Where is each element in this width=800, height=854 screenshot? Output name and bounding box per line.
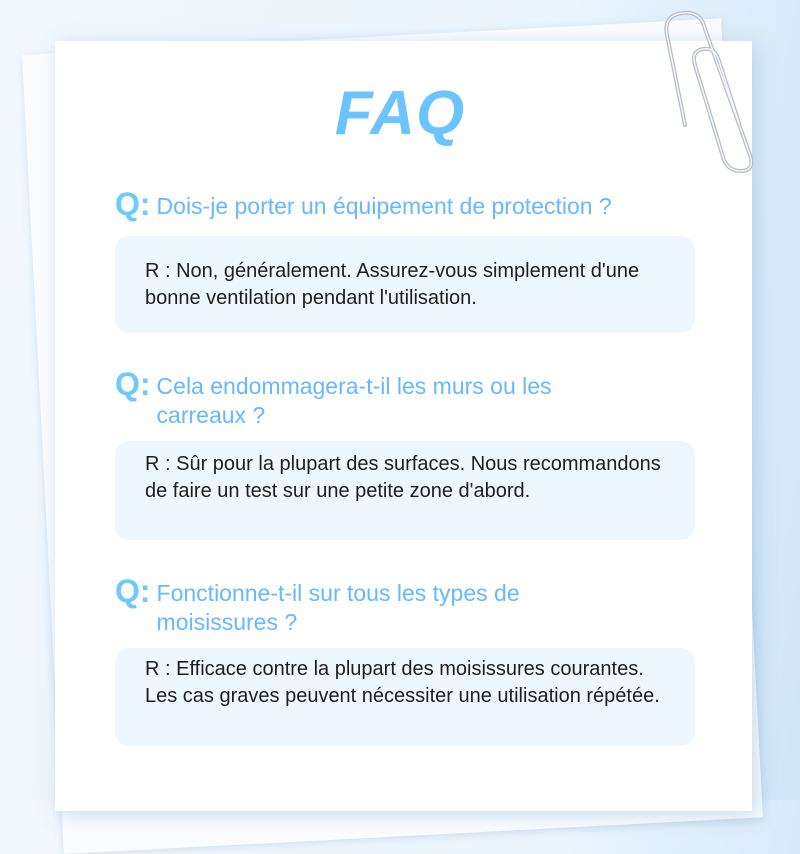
answer-text: R : Non, généralement. Assurez-vous simplement d'une bonne ventilation pendant l'utilisation. [145, 260, 640, 309]
question-text: Dois-je porter un équipement de protection ? [156, 193, 612, 219]
faq-question-1 [115, 186, 707, 222]
answer-text: R : Sûr pour la plupart des surfaces. Nous recommandons de faire un test sur une petite zone d'abord. [145, 453, 661, 502]
page-title: FAQ [334, 79, 466, 148]
answer-text: R : Efficace contre la plupart des moisissures courantes. Les cas graves peuvent nécessiter une utilisation répétée. [145, 658, 660, 707]
question-text: Fonctionne-t-il sur tous les types de moisissures ? [156, 580, 520, 635]
faq-question-2 [115, 366, 607, 430]
q-mark: Q: [115, 573, 151, 609]
q-mark: Q: [115, 186, 151, 222]
faq-question-3 [115, 573, 577, 637]
faq-answer-2 [115, 441, 695, 540]
faq-answer-1 [115, 236, 695, 333]
faq-answer-3 [115, 648, 695, 746]
q-mark: Q: [115, 366, 151, 402]
question-text: Cela endommagera-t-il les murs ou les carreaux ? [156, 373, 552, 428]
